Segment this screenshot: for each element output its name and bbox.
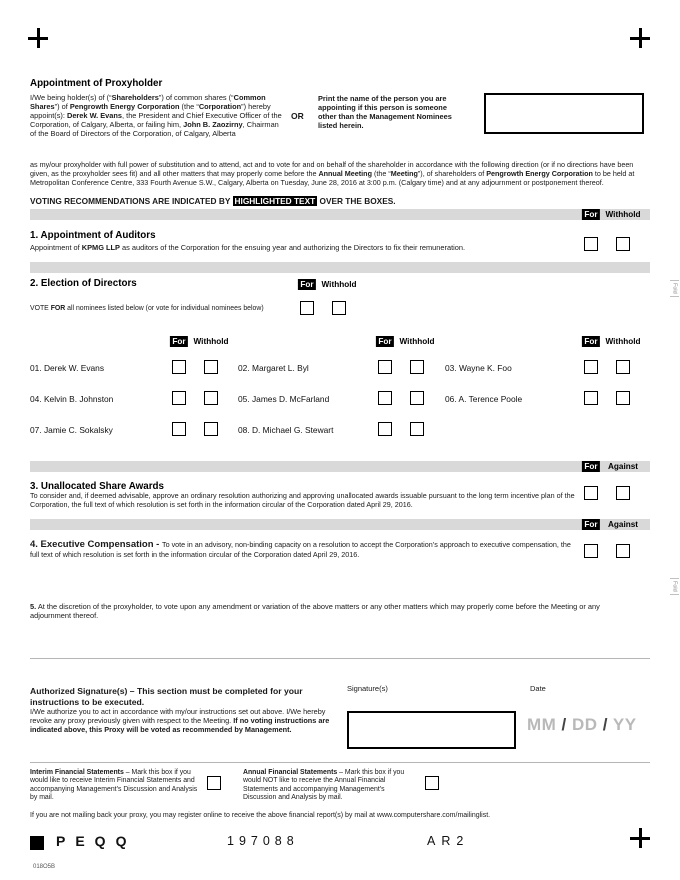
share-awards-for-checkbox[interactable] bbox=[584, 486, 598, 500]
divider-line bbox=[30, 762, 650, 763]
share-awards-vote-boxes bbox=[584, 486, 630, 500]
exec-comp-against-checkbox[interactable] bbox=[616, 544, 630, 558]
for-header-cell bbox=[584, 519, 598, 530]
withhold-label: Withhold bbox=[605, 210, 641, 219]
for-header-cell bbox=[584, 461, 598, 472]
director-01-withhold-checkbox[interactable] bbox=[204, 360, 218, 374]
vote-all-for-checkbox[interactable] bbox=[300, 301, 314, 315]
voting-recommendations-note: VOTING RECOMMENDATIONS ARE INDICATED BY HIGHLIGHTED TEXT OVER THE BOXES. bbox=[30, 196, 396, 206]
share-awards-against-checkbox[interactable] bbox=[616, 486, 630, 500]
director-name: 02. Margaret L. Byl bbox=[238, 363, 309, 373]
share-awards-body: To consider and, if deemed advisable, approve an ordinary resolution authorizing and approving unallocated awards issuable pursuant to the long term incentive plan of the Corporation, the full text of which resolution is set forth in the information circular of the Corporation dated April 29, 2016. bbox=[30, 491, 575, 509]
auditors-vote-boxes bbox=[584, 237, 630, 251]
auditors-title: 1. Appointment of Auditors bbox=[30, 230, 156, 241]
appointee-name-box[interactable] bbox=[484, 93, 644, 134]
for-header-cell bbox=[378, 336, 392, 347]
divider-line bbox=[30, 658, 650, 659]
for-label-highlighted: For bbox=[582, 336, 600, 347]
withhold-header-cell bbox=[193, 336, 229, 347]
footer-code-ar: AR2 bbox=[427, 834, 470, 848]
director-name: 01. Derek W. Evans bbox=[30, 363, 105, 373]
section-bar bbox=[30, 519, 650, 530]
auditors-body: Appointment of KPMG LLP as auditors of the Corporation for the ensuing year and authorizing the Directors to fix their remuneration. bbox=[30, 243, 466, 252]
director-name: 06. A. Terence Poole bbox=[445, 394, 523, 404]
director-01-for-checkbox[interactable] bbox=[172, 360, 186, 374]
directors-col2-header bbox=[378, 336, 435, 347]
signature-label: Signature(s) bbox=[347, 684, 388, 693]
director-vote-boxes bbox=[584, 391, 630, 405]
director-name: 03. Wayne K. Foo bbox=[445, 363, 512, 373]
vote-all-text: VOTE FOR all nominees listed below (or vote for individual nominees below) bbox=[30, 305, 264, 312]
signature-box[interactable] bbox=[347, 711, 516, 749]
fold-line bbox=[670, 594, 679, 595]
directors-col3-header bbox=[584, 336, 641, 347]
date-label: Date bbox=[530, 684, 546, 693]
against-label: Against bbox=[607, 462, 639, 471]
director-vote-boxes bbox=[378, 422, 424, 436]
registration-plus-icon bbox=[28, 28, 48, 48]
director-05-for-checkbox[interactable] bbox=[378, 391, 392, 405]
online-registration-note: If you are not mailing back your proxy, you may register online to receive the above financial report(s) by mail at www.computershare.com/mailinglist. bbox=[30, 812, 491, 819]
fold-line bbox=[670, 280, 679, 281]
interim-statements-text: Interim Financial Statements – Mark this box if you would like to receive Interim Financial Statements and accompanying Management’s Discussion and Analysis by mail. bbox=[30, 769, 198, 802]
annual-statements-checkbox[interactable] bbox=[425, 776, 439, 790]
director-03-for-checkbox[interactable] bbox=[584, 360, 598, 374]
director-06-withhold-checkbox[interactable] bbox=[616, 391, 630, 405]
fold-marker bbox=[670, 280, 679, 297]
for-header-cell bbox=[172, 336, 186, 347]
director-name: 04. Kelvin B. Johnston bbox=[30, 394, 114, 404]
share-awards-title: 3. Unallocated Share Awards bbox=[30, 481, 164, 492]
or-label: OR bbox=[291, 111, 304, 121]
exec-comp-text: 4. Executive Compensation - To vote in an advisory, non-binding capacity on a resolution to accept the Corporation’s approach to executive compensation, the full text of which resolution is set forth in the information circular of the Corporation dated April 29, 2016. bbox=[30, 539, 571, 559]
withhold-label: Withhold bbox=[399, 337, 435, 346]
director-06-for-checkbox[interactable] bbox=[584, 391, 598, 405]
fold-marker bbox=[670, 578, 679, 595]
directors-col1-header bbox=[172, 336, 229, 347]
withhold-label: Withhold bbox=[605, 337, 641, 346]
for-label-highlighted: For bbox=[582, 519, 600, 530]
director-02-withhold-checkbox[interactable] bbox=[410, 360, 424, 374]
proxy-authority-text: as my/our proxyholder with full power of substitution and to attend, act and to vote for and on behalf of the shareholder in accordance with the following direction (or if no directions have been given, as the proxyholder sees fit) and all other matters that may properly come before the Annual Meeting (the “Meeting”), of shareholders of Pengrowth Energy Corporation to be held at Metropolitan Conference Centre, 333 Fourth Avenue S.W., Calgary, Alberta on Tuesday, June 28, 2016 at 3:00 p.m. (Calgary time) and at any adjournment or postponement thereof. bbox=[30, 160, 635, 187]
director-name: 07. Jamie C. Sokalsky bbox=[30, 425, 113, 435]
withhold-header-cell bbox=[605, 336, 641, 347]
against-header-cell bbox=[607, 461, 639, 472]
withhold-label: Withhold bbox=[193, 337, 229, 346]
director-08-for-checkbox[interactable] bbox=[378, 422, 392, 436]
director-05-withhold-checkbox[interactable] bbox=[410, 391, 424, 405]
director-name: 08. D. Michael G. Stewart bbox=[238, 425, 334, 435]
auditors-for-checkbox[interactable] bbox=[584, 237, 598, 251]
signature-heading: Authorized Signature(s) – This section must be completed for your instructions to be executed. bbox=[30, 686, 303, 707]
fold-label: Fold bbox=[671, 283, 678, 294]
withhold-header-cell bbox=[321, 279, 357, 290]
director-vote-boxes bbox=[172, 422, 218, 436]
fold-label: Fold bbox=[671, 581, 678, 592]
director-08-withhold-checkbox[interactable] bbox=[410, 422, 424, 436]
against-header-cell bbox=[607, 519, 639, 530]
fold-line bbox=[670, 296, 679, 297]
exec-comp-for-checkbox[interactable] bbox=[584, 544, 598, 558]
for-header-cell bbox=[584, 209, 598, 220]
interim-statements-checkbox[interactable] bbox=[207, 776, 221, 790]
director-02-for-checkbox[interactable] bbox=[378, 360, 392, 374]
vote-all-boxes bbox=[300, 301, 346, 315]
for-label-highlighted: For bbox=[298, 279, 316, 290]
for-label-highlighted: For bbox=[376, 336, 394, 347]
section-bar bbox=[30, 461, 650, 472]
vote-all-withhold-checkbox[interactable] bbox=[332, 301, 346, 315]
directors-title: 2. Election of Directors bbox=[30, 278, 137, 289]
against-label: Against bbox=[607, 520, 639, 529]
director-name: 05. James D. McFarland bbox=[238, 394, 330, 404]
form-number: 018O5B bbox=[33, 864, 56, 870]
for-header-cell bbox=[584, 336, 598, 347]
director-04-for-checkbox[interactable] bbox=[172, 391, 186, 405]
appointee-instructions: Print the name of the person you are appointing if this person is someone other than the Management Nominees listed herein. bbox=[318, 94, 452, 131]
for-label-highlighted: For bbox=[582, 461, 600, 472]
registration-plus-icon bbox=[630, 828, 650, 848]
exec-comp-vote-header bbox=[584, 519, 639, 530]
fold-line bbox=[670, 578, 679, 579]
annual-statements-text: Annual Financial Statements – Mark this box if you would NOT like to receive the Annual Financial Statements and accompanying Management’s Discussion and Analysis by mail. bbox=[243, 769, 405, 802]
black-square-mark bbox=[30, 836, 44, 850]
proxyholder-heading: Appointment of Proxyholder bbox=[30, 78, 163, 89]
date-field[interactable]: MM / DD / YY bbox=[527, 715, 637, 734]
share-awards-vote-header bbox=[584, 461, 639, 472]
director-04-withhold-checkbox[interactable] bbox=[204, 391, 218, 405]
discretion-text: 5. At the discretion of the proxyholder, to vote upon any amendment or variation of the above matters or any other matters which may properly come before the Meeting or any adjournment thereof. bbox=[30, 602, 600, 621]
exec-comp-vote-boxes bbox=[584, 544, 630, 558]
withhold-label: Withhold bbox=[321, 280, 357, 289]
section-bar bbox=[30, 209, 650, 220]
withhold-header-cell bbox=[605, 209, 641, 220]
auditors-withhold-checkbox[interactable] bbox=[616, 237, 630, 251]
director-vote-boxes bbox=[172, 391, 218, 405]
vote-all-header bbox=[300, 279, 357, 290]
footer-code-form: PEQQ bbox=[56, 833, 137, 849]
for-header-cell bbox=[300, 279, 314, 290]
footer-code-sequence: 197088 bbox=[227, 834, 299, 848]
director-vote-boxes bbox=[378, 360, 424, 374]
director-vote-boxes bbox=[584, 360, 630, 374]
withhold-header-cell bbox=[399, 336, 435, 347]
director-07-for-checkbox[interactable] bbox=[172, 422, 186, 436]
registration-plus-icon bbox=[630, 28, 650, 48]
director-03-withhold-checkbox[interactable] bbox=[616, 360, 630, 374]
signature-instructions: I/We authorize you to act in accordance with my/our instructions set out above. I/We hereby revoke any proxy previously given with respect to the Meeting. If no voting instructions are indicated above, this Proxy will be voted as recommended by Management. bbox=[30, 707, 330, 734]
director-07-withhold-checkbox[interactable] bbox=[204, 422, 218, 436]
section-bar bbox=[30, 262, 650, 273]
for-label-highlighted: For bbox=[582, 209, 600, 220]
proxyholder-intro-text: I/We being holder(s) of (“Shareholders”) of common shares (“Common Shares”) of Pengrowth Energy Corporation (the “Corporation”) hereby appoint(s): Derek W. Evans, the President and Chief Executive Officer of the Corporation, of Calgary, Alberta, or failing him, John B. Zaozirny, Chairman of the Board of Directors of the Corporation, of Calgary, Alberta bbox=[30, 93, 282, 139]
director-vote-boxes bbox=[378, 391, 424, 405]
director-vote-boxes bbox=[172, 360, 218, 374]
for-label-highlighted: For bbox=[170, 336, 188, 347]
auditors-vote-header bbox=[584, 209, 641, 220]
